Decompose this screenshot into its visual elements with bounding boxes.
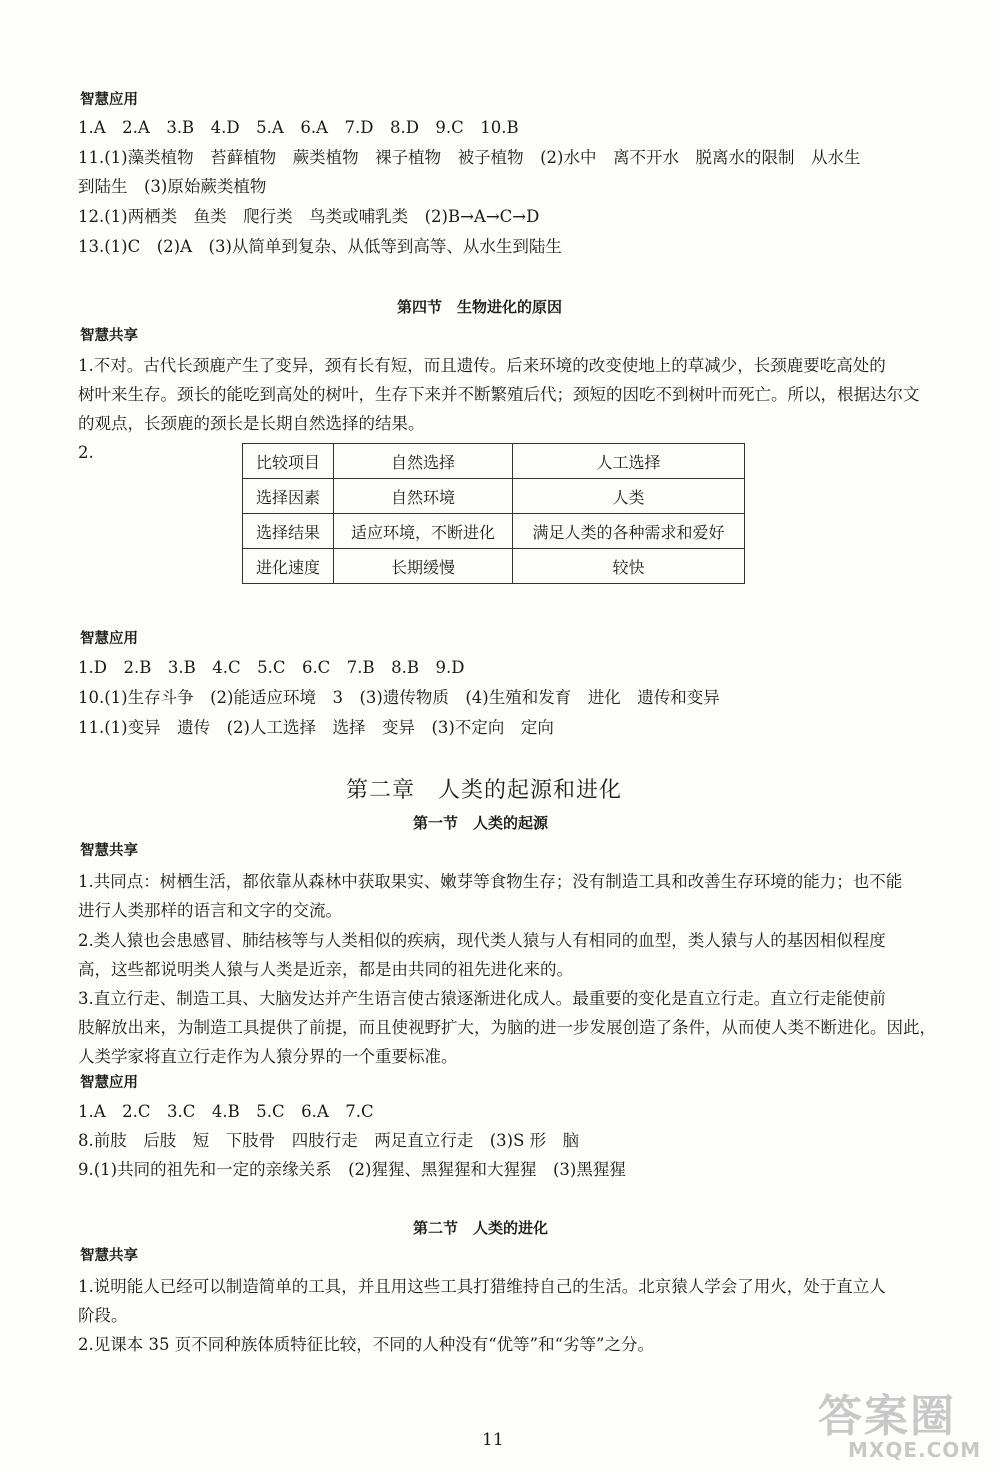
table-row <box>243 549 745 584</box>
answer-line: 到陆生 (3)原始蕨类植物 <box>78 177 267 196</box>
answer-line: 10.(1)生存斗争 (2)能适应环境 3 (3)遗传物质 (4)生殖和发育 进化 遗传和变异 <box>78 688 720 707</box>
section-heading-wisdom-application: 智慧应用 <box>80 1075 138 1091</box>
section-title: 第一节 人类的起源 <box>413 814 549 832</box>
answer-line: 13.(1)C (2)A (3)从简单到复杂、从低等到高等、从水生到陆生 <box>78 237 562 256</box>
paragraph-line: 1.共同点：树栖生活，都依靠从森林中获取果实、嫩芽等食物生存；没有制造工具和改善生存环境的能力；也不能 <box>78 872 903 891</box>
answer-line: 9.(1)共同的祖先和一定的亲缘关系 (2)猩猩、黑猩猩和大猩猩 (3)黑猩猩 <box>78 1160 626 1179</box>
page-number: 11 <box>482 1430 504 1450</box>
answer-line: 1.D 2.B 3.B 4.C 5.C 6.C 7.B 8.B 9.D <box>78 658 465 677</box>
answer-line: 11.(1)藻类植物 苔藓植物 蕨类植物 裸子植物 被子植物 (2)水中 离不开水 脱离水的限制 从水生 <box>78 148 861 167</box>
table-cell: 比较项目 <box>243 444 334 479</box>
paragraph-line: 2.类人猿也会患感冒、肺结核等与人类相似的疾病，现代类人猿与人有相同的血型，类人猿与人的基因相似程度 <box>78 931 886 950</box>
table-row <box>243 479 745 514</box>
table-cell: 适应环境，不断进化 <box>334 514 513 549</box>
comparison-table <box>242 443 745 584</box>
table-cell: 进化速度 <box>243 549 334 584</box>
table-cell: 自然环境 <box>334 479 513 514</box>
table-cell: 人类 <box>513 479 745 514</box>
answer-line: 8.前肢 后肢 短 下肢骨 四肢行走 两足直立行走 (3)S 形 脑 <box>78 1131 580 1150</box>
section-heading-wisdom-share: 智慧共享 <box>80 843 138 859</box>
table-row <box>243 444 745 479</box>
paragraph-line: 的观点，长颈鹿的颈长是长期自然选择的结果。 <box>78 414 425 433</box>
answer-line: 1.A 2.C 3.C 4.B 5.C 6.A 7.C <box>78 1102 374 1121</box>
section-heading-wisdom-share: 智慧共享 <box>80 1248 138 1264</box>
paragraph-line: 肢解放出来，为制造工具提供了前提，而且使视野扩大，为脑的进一步发展创造了条件，从而使人类不断进化。因此， <box>78 1018 936 1037</box>
answer-line: 11.(1)变异 遗传 (2)人工选择 选择 变异 (3)不定向 定向 <box>78 718 554 737</box>
section-title: 第四节 生物进化的原因 <box>397 298 563 316</box>
paragraph-line: 3.直立行走、制造工具、大脑发达并产生语言使古猿逐渐进化成人。最重要的变化是直立行走。直立行走能使前 <box>78 989 886 1008</box>
table-row <box>243 514 745 549</box>
section-title: 第二节 人类的进化 <box>413 1219 549 1237</box>
paragraph-line: 高，这些都说明类人猿与人类是近亲，都是由共同的祖先进化来的。 <box>78 960 573 979</box>
section-heading-wisdom-application: 智慧应用 <box>80 631 138 647</box>
paragraph-line: 1.不对。古代长颈鹿产生了变异，颈有长有短，而且遗传。后来环境的改变使地上的草减少，长颈鹿要吃高处的 <box>78 356 886 375</box>
watermark-logo <box>808 1380 993 1465</box>
answer-line: 12.(1)两栖类 鱼类 爬行类 鸟类或哺乳类 (2)B→A→C→D <box>78 207 540 226</box>
paragraph-line: 进行人类那样的语言和文字的交流。 <box>78 901 342 920</box>
watermark-site: MXQE.COM <box>848 1438 982 1462</box>
paragraph-line: 1.说明能人已经可以制造简单的工具，并且用这些工具打猎维持自己的生活。北京猿人学会了用火，处于直立人 <box>78 1277 886 1296</box>
table-cell: 满足人类的各种需求和爱好 <box>513 514 745 549</box>
table-cell: 选择因素 <box>243 479 334 514</box>
table-cell: 较快 <box>513 549 745 584</box>
question-number: 2. <box>78 443 94 462</box>
paragraph-line: 2.见课本 35 页不同种族体质特征比较，不同的人种没有“优等”和“劣等”之分。 <box>78 1335 654 1354</box>
chapter-title: 第二章 人类的起源和进化 <box>346 778 623 803</box>
paragraph-line: 阶段。 <box>78 1306 128 1325</box>
section-heading-wisdom-application: 智慧应用 <box>80 92 138 108</box>
table-cell: 长期缓慢 <box>334 549 513 584</box>
table-cell: 人工选择 <box>513 444 745 479</box>
table-cell: 选择结果 <box>243 514 334 549</box>
paragraph-line: 人类学家将直立行走作为人猿分界的一个重要标准。 <box>78 1047 458 1066</box>
answer-line: 1.A 2.A 3.B 4.D 5.A 6.A 7.D 8.D 9.C 10.B <box>78 118 519 137</box>
table-cell: 自然选择 <box>334 444 513 479</box>
paragraph-line: 树叶来生存。颈长的能吃到高处的树叶，生存下来并不断繁殖后代；颈短的因吃不到树叶而死亡。所以，根据达尔文 <box>78 385 920 404</box>
watermark-text: 答案圈 <box>818 1391 956 1442</box>
section-heading-wisdom-share: 智慧共享 <box>80 328 138 344</box>
